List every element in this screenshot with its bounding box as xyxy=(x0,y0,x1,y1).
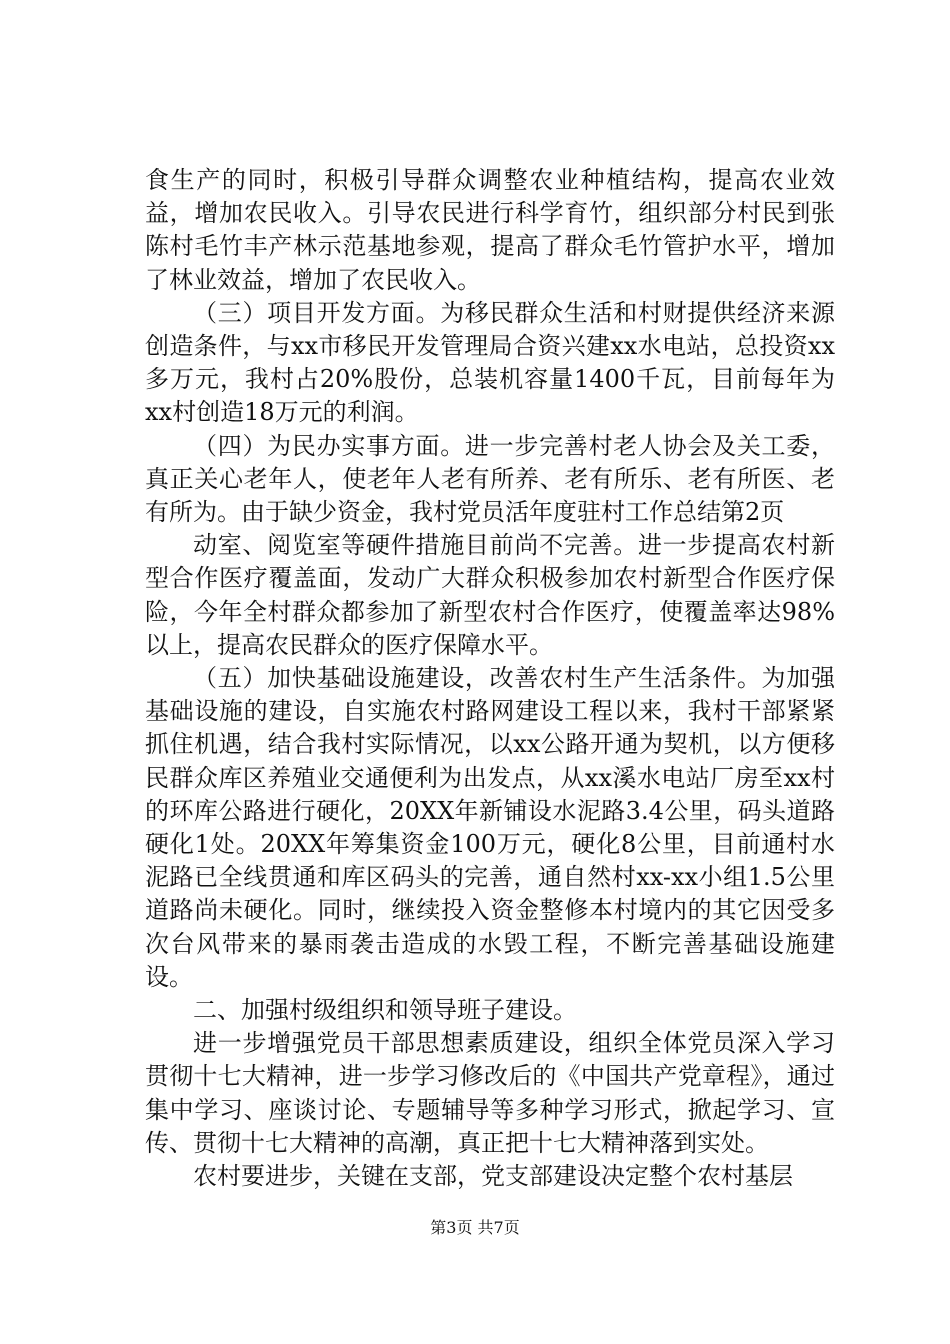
document-body xyxy=(145,164,835,1193)
paragraph-7: 农村要进步，关键在支部，党支部建设决定整个农村基层 xyxy=(193,1162,793,1191)
page-footer: 第3页 共7页 xyxy=(430,1218,520,1237)
paragraph-3: （四）为民办实事方面。进一步完善村老人协会及关工委，真正关心老年人，使老年人老有所养、老有所乐、老有所医、老有所为。由于缺少资金，我村党员活年度驻村工作总结第2页 xyxy=(145,431,835,527)
paragraph-6: 进一步增强党员干部思想素质建设，组织全体党员深入学习贯彻十七大精神，进一步学习修改后的《中国共产党章程》，通过集中学习、座谈讨论、专题辅导等多种学习形式，掀起学习、宣传、贯彻十七大精神的高潮，真正把十七大精神落到实处。 xyxy=(145,1029,835,1157)
section-heading: 二、加强村级组织和领导班子建设。 xyxy=(193,996,577,1025)
paragraph-4: 动室、阅览室等硬件措施目前尚不完善。进一步提高农村新型合作医疗覆盖面，发动广大群众积极参加农村新型合作医疗保险，今年全村群众都参加了新型农村合作医疗，使覆盖率达98%以上，提高农民群众的医疗保障水平。 xyxy=(145,531,835,659)
paragraph-1: 食生产的同时，积极引导群众调整农业种植结构，提高农业效益，增加农民收入。引导农民进行科学育竹，组织部分村民到张陈村毛竹丰产林示范基地参观，提高了群众毛竹管护水平，增加了林业效益，增加了农民收入。 xyxy=(145,166,835,294)
paragraph-2: （三）项目开发方面。为移民群众生活和村财提供经济来源创造条件，与xx市移民开发管理局合资兴建xx水电站，总投资xx多万元，我村占20%股份，总装机容量1400千瓦，目前每年为xx村创造18万元的利润。 xyxy=(145,298,835,427)
paragraph-5: （五）加快基础设施建设，改善农村生产生活条件。为加强基础设施的建设，自实施农村路网建设工程以来，我村干部紧紧抓住机遇，结合我村实际情况，以xx公路开通为契机，以方便移民群众库区养殖业交通便利为出发点，从xx溪水电站厂房至xx村的环库公路进行硬化，20XX年新铺设水泥路3.4公里，码头道路硬化1处。20XX年筹集资金100万元，硬化8公里，目前通村水泥路已全线贯通和库区码头的完善，通自然村xx-xx小组1.5公里道路尚未硬化。同时，继续投入资金整修本村境内的其它因受多次台风带来的暴雨袭击造成的水毁工程，不断完善基础设施建设。 xyxy=(145,664,835,991)
